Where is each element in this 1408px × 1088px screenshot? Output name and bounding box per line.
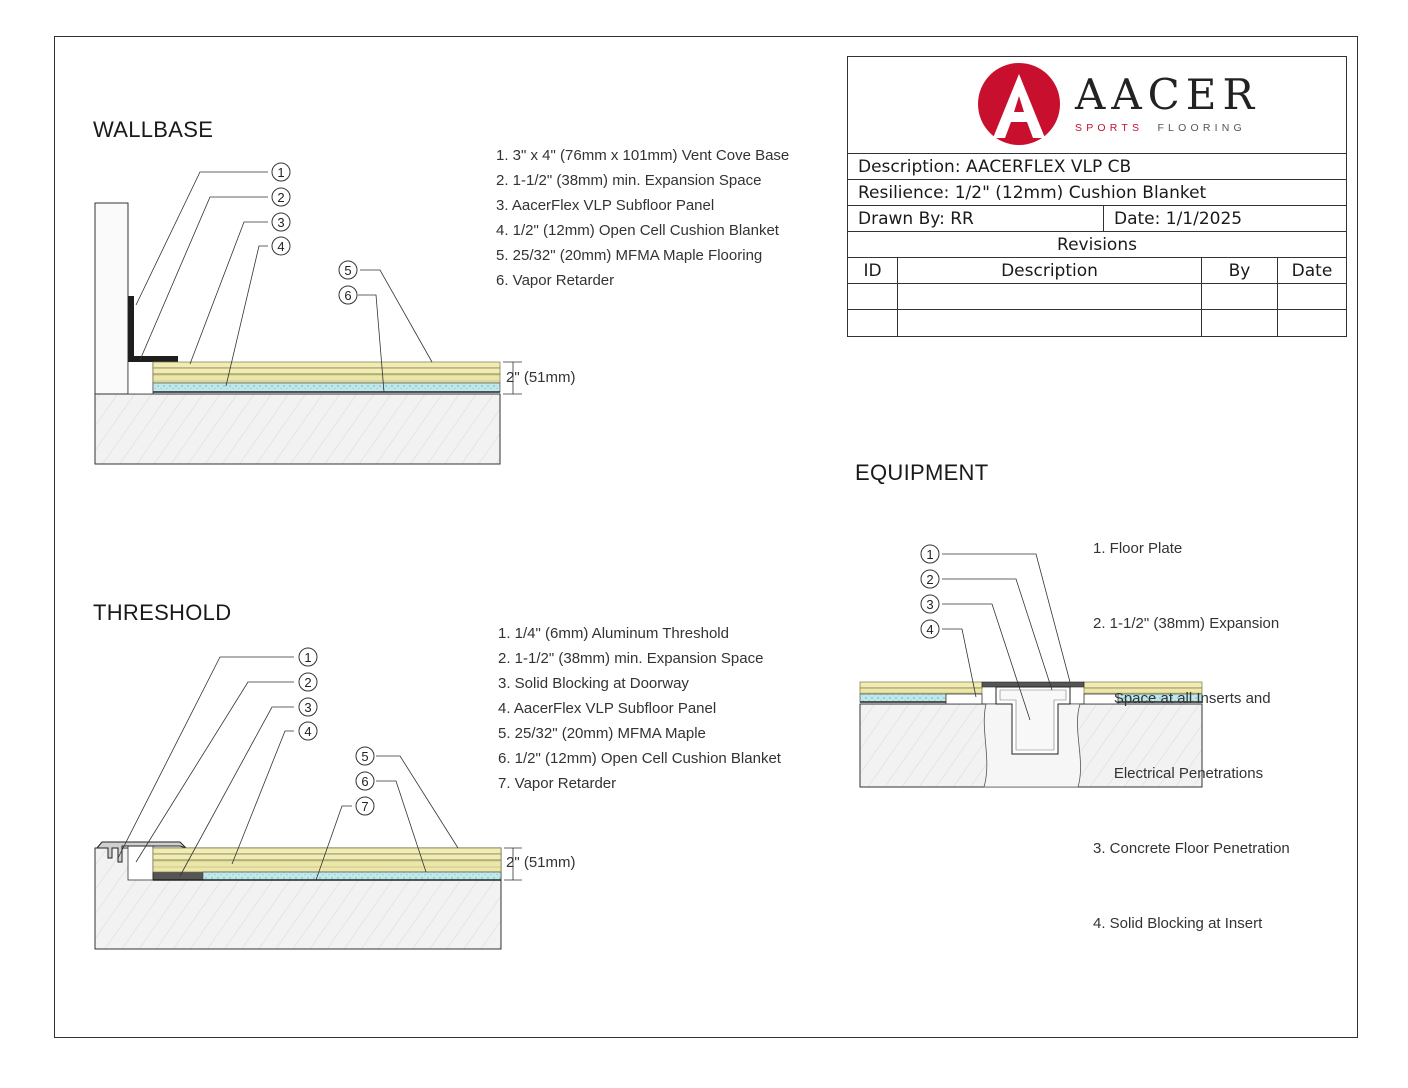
svg-text:1: 1 — [304, 650, 312, 665]
threshold-legend-item: 3. Solid Blocking at Doorway — [498, 675, 689, 692]
threshold-dimension: 2" (51mm) — [506, 854, 576, 871]
threshold-legend-item: 1. 1/4" (6mm) Aluminum Threshold — [498, 625, 729, 642]
description-row: Description: AACERFLEX VLP CB — [848, 154, 1346, 180]
brand-sub-red: SPORTS — [1075, 122, 1144, 134]
threshold-callout-1 — [299, 648, 317, 666]
equipment-legend-item: 3. Concrete Floor Penetration — [1093, 840, 1290, 857]
revisions-title: Revisions — [848, 232, 1346, 258]
wallbase-callout-5 — [339, 261, 357, 279]
threshold-legend-item: 2. 1-1/2" (38mm) min. Expansion Space — [498, 650, 764, 667]
threshold-legend-item: 6. 1/2" (12mm) Open Cell Cushion Blanket — [498, 750, 781, 767]
threshold-legend-item: 4. AacerFlex VLP Subfloor Panel — [498, 700, 717, 717]
threshold-legend-item: 7. Vapor Retarder — [498, 775, 617, 792]
revisions-header-description: Description — [898, 258, 1202, 284]
wallbase-legend-item: 5. 25/32" (20mm) MFMA Maple Flooring — [496, 247, 763, 264]
wallbase-legend-item: 3. AacerFlex VLP Subfloor Panel — [496, 197, 715, 214]
wallbase-callout-4 — [272, 237, 290, 255]
threshold-title: THRESHOLD — [93, 600, 232, 625]
equipment-callout-1 — [921, 545, 939, 563]
svg-text:3: 3 — [277, 215, 285, 230]
wallbase-callout-1 — [272, 163, 290, 181]
wallbase-callout-2 — [272, 188, 290, 206]
threshold-legend — [498, 621, 781, 796]
equipment-legend — [1093, 486, 1290, 961]
equipment-callout-4 — [921, 620, 939, 638]
svg-text:7: 7 — [361, 799, 369, 814]
svg-text:4: 4 — [304, 724, 312, 739]
brand-sub-gray: FLOORING — [1157, 122, 1246, 134]
svg-text:2: 2 — [304, 675, 312, 690]
wallbase-callout-6 — [339, 286, 357, 304]
equipment-legend-item: Electrical Penetrations — [1093, 765, 1264, 782]
wallbase-legend-item: 2. 1-1/2" (38mm) min. Expansion Space — [496, 172, 762, 189]
threshold-callout-5 — [356, 747, 374, 765]
drawing-date: Date: 1/1/2025 — [1114, 208, 1243, 229]
svg-text:1: 1 — [277, 165, 285, 180]
brand-name: AACER — [1075, 70, 1261, 119]
wallbase-callout-3 — [272, 213, 290, 231]
threshold-callout-3 — [299, 698, 317, 716]
wallbase-drawing — [95, 172, 522, 464]
svg-text:5: 5 — [361, 749, 369, 764]
svg-text:3: 3 — [926, 597, 934, 612]
svg-text:1: 1 — [926, 547, 934, 562]
svg-text:4: 4 — [277, 239, 285, 254]
svg-text:6: 6 — [344, 288, 352, 303]
threshold-callout-4 — [299, 722, 317, 740]
wallbase-legend — [496, 143, 789, 293]
drawn-by: Drawn By: RR — [848, 206, 1104, 231]
svg-text:4: 4 — [926, 622, 934, 637]
equipment-callout-3 — [921, 595, 939, 613]
svg-text:2: 2 — [277, 190, 285, 205]
threshold-callout-2 — [299, 673, 317, 691]
equipment-legend-item: Space at all Inserts and — [1093, 690, 1271, 707]
threshold-legend-item: 5. 25/32" (20mm) MFMA Maple — [498, 725, 706, 742]
revisions-header-id: ID — [848, 258, 898, 284]
revisions-header-by: By — [1202, 258, 1278, 284]
wallbase-legend-item: 1. 3" x 4" (76mm x 101mm) Vent Cove Base — [496, 147, 790, 164]
wallbase-title: WALLBASE — [93, 117, 214, 142]
equipment-title: EQUIPMENT — [855, 460, 989, 485]
brand-subtitle — [1075, 122, 1246, 134]
revisions-header-date: Date — [1278, 258, 1346, 284]
svg-text:3: 3 — [304, 700, 312, 715]
wallbase-legend-item: 4. 1/2" (12mm) Open Cell Cushion Blanket — [496, 222, 779, 239]
aacer-logo-icon — [978, 63, 1060, 145]
equipment-legend-item: 2. 1-1/2" (38mm) Expansion — [1093, 615, 1280, 632]
resilience-row: Resilience: 1/2" (12mm) Cushion Blanket — [848, 180, 1346, 206]
equipment-legend-item: 1. Floor Plate — [1093, 540, 1183, 557]
svg-text:6: 6 — [361, 774, 369, 789]
equipment-callout-2 — [921, 570, 939, 588]
threshold-callout-7 — [356, 797, 374, 815]
wallbase-legend-item: 6. Vapor Retarder — [496, 272, 615, 289]
threshold-callout-6 — [356, 772, 374, 790]
equipment-legend-item: 4. Solid Blocking at Insert — [1093, 915, 1263, 932]
svg-text:2: 2 — [926, 572, 934, 587]
wallbase-dimension: 2" (51mm) — [506, 369, 576, 386]
svg-text:5: 5 — [344, 263, 352, 278]
